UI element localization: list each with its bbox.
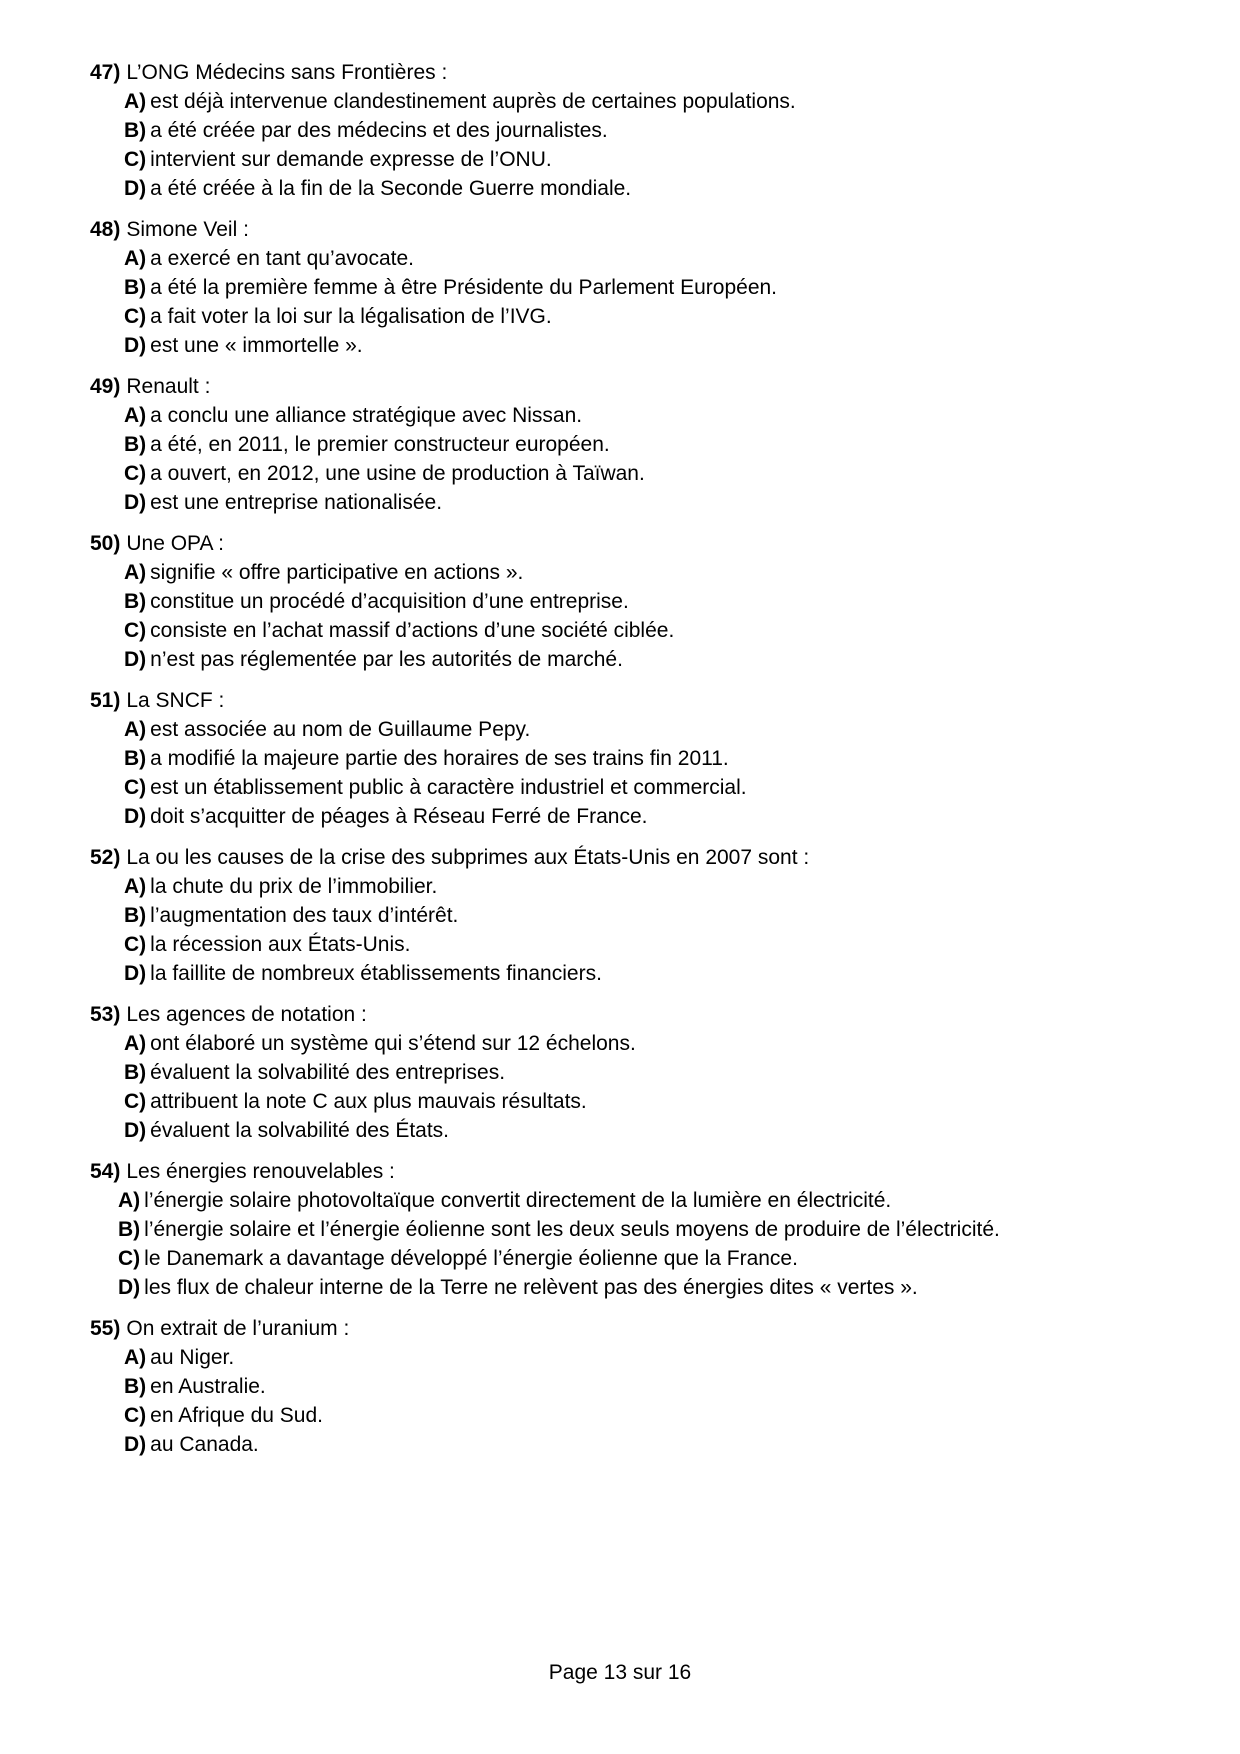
option-text: est une entreprise nationalisée. bbox=[150, 491, 443, 514]
option-text: attribuent la note C aux plus mauvais résultats. bbox=[150, 1090, 587, 1113]
option-text: au Niger. bbox=[150, 1346, 235, 1369]
answer-option bbox=[90, 331, 1190, 360]
question-number: 53) bbox=[90, 1003, 121, 1026]
option-text: est un établissement public à caractère industriel et commercial. bbox=[150, 776, 747, 799]
answer-option bbox=[90, 1029, 1190, 1058]
option-text: a ouvert, en 2012, une usine de production à Taïwan. bbox=[150, 462, 645, 485]
option-text: doit s’acquitter de péages à Réseau Ferré de France. bbox=[150, 805, 648, 828]
option-letter: D) bbox=[124, 805, 147, 828]
question-stem bbox=[90, 686, 1190, 715]
option-text: la chute du prix de l’immobilier. bbox=[150, 875, 438, 898]
answer-option bbox=[90, 1372, 1190, 1401]
option-text: au Canada. bbox=[150, 1433, 259, 1456]
answer-option bbox=[90, 773, 1190, 802]
question-47 bbox=[90, 58, 1190, 203]
question-text: On extrait de l’uranium : bbox=[126, 1317, 350, 1340]
option-text: n’est pas réglementée par les autorités de marché. bbox=[150, 648, 623, 671]
option-letter: B) bbox=[118, 1218, 141, 1241]
answer-option bbox=[90, 273, 1190, 302]
option-letter: B) bbox=[124, 433, 147, 456]
option-text: évaluent la solvabilité des entreprises. bbox=[150, 1061, 506, 1084]
option-text: a été créée par des médecins et des journalistes. bbox=[150, 119, 608, 142]
answer-option bbox=[90, 645, 1190, 674]
option-letter: D) bbox=[124, 1119, 147, 1142]
option-text: les flux de chaleur interne de la Terre ne relèvent pas des énergies dites « vertes ». bbox=[144, 1276, 918, 1299]
question-stem bbox=[90, 372, 1190, 401]
question-50 bbox=[90, 529, 1190, 674]
answer-option bbox=[90, 1087, 1190, 1116]
option-letter: C) bbox=[124, 1090, 147, 1113]
answer-option bbox=[90, 587, 1190, 616]
option-letter: A) bbox=[124, 718, 147, 741]
question-number: 51) bbox=[90, 689, 121, 712]
option-text: l’énergie solaire photovoltaïque convertit directement de la lumière en électricité. bbox=[144, 1189, 892, 1212]
question-text: Les agences de notation : bbox=[126, 1003, 367, 1026]
question-number: 49) bbox=[90, 375, 121, 398]
answer-option bbox=[90, 901, 1190, 930]
option-letter: C) bbox=[124, 1404, 147, 1427]
option-letter: C) bbox=[124, 776, 147, 799]
question-51 bbox=[90, 686, 1190, 831]
option-letter: D) bbox=[124, 491, 147, 514]
question-list bbox=[90, 58, 1190, 1471]
option-text: l’énergie solaire et l’énergie éolienne sont les deux seuls moyens de produire de l’électricité. bbox=[144, 1218, 1000, 1241]
answer-option bbox=[90, 302, 1190, 331]
option-letter: D) bbox=[124, 177, 147, 200]
option-letter: D) bbox=[124, 962, 147, 985]
option-text: intervient sur demande expresse de l’ONU. bbox=[150, 148, 552, 171]
answer-option bbox=[90, 116, 1190, 145]
option-text: a conclu une alliance stratégique avec Nissan. bbox=[150, 404, 583, 427]
option-text: évaluent la solvabilité des États. bbox=[150, 1119, 450, 1142]
option-letter: B) bbox=[124, 1061, 147, 1084]
option-letter: C) bbox=[124, 148, 147, 171]
option-letter: B) bbox=[124, 119, 147, 142]
option-letter: A) bbox=[124, 247, 147, 270]
answer-option bbox=[90, 930, 1190, 959]
option-text: en Australie. bbox=[150, 1375, 266, 1398]
option-text: l’augmentation des taux d’intérêt. bbox=[150, 904, 459, 927]
question-stem bbox=[90, 1314, 1190, 1343]
answer-option bbox=[90, 1401, 1190, 1430]
question-stem bbox=[90, 215, 1190, 244]
option-text: ont élaboré un système qui s’étend sur 12 échelons. bbox=[150, 1032, 636, 1055]
option-letter: B) bbox=[124, 276, 147, 299]
question-stem bbox=[90, 529, 1190, 558]
option-text: est déjà intervenue clandestinement auprès de certaines populations. bbox=[150, 90, 796, 113]
option-letter: C) bbox=[118, 1247, 141, 1270]
option-text: la récession aux États-Unis. bbox=[150, 933, 411, 956]
option-text: signifie « offre participative en actions ». bbox=[150, 561, 524, 584]
answer-option bbox=[90, 558, 1190, 587]
question-53 bbox=[90, 1000, 1190, 1145]
option-letter: C) bbox=[124, 619, 147, 642]
option-text: a été créée à la fin de la Seconde Guerre mondiale. bbox=[150, 177, 632, 200]
option-letter: C) bbox=[124, 933, 147, 956]
question-number: 48) bbox=[90, 218, 121, 241]
question-stem bbox=[90, 58, 1190, 87]
option-text: est une « immortelle ». bbox=[150, 334, 363, 357]
option-text: a été, en 2011, le premier constructeur européen. bbox=[150, 433, 610, 456]
option-letter: A) bbox=[124, 90, 147, 113]
answer-option bbox=[90, 488, 1190, 517]
option-text: constitue un procédé d’acquisition d’une entreprise. bbox=[150, 590, 629, 613]
option-letter: D) bbox=[124, 1433, 147, 1456]
question-stem bbox=[90, 843, 1190, 872]
option-text: est associée au nom de Guillaume Pepy. bbox=[150, 718, 531, 741]
answer-option bbox=[90, 174, 1190, 203]
question-number: 50) bbox=[90, 532, 121, 555]
question-55 bbox=[90, 1314, 1190, 1459]
option-text: a exercé en tant qu’avocate. bbox=[150, 247, 415, 270]
option-letter: A) bbox=[124, 1032, 147, 1055]
question-stem bbox=[90, 1000, 1190, 1029]
option-letter: C) bbox=[124, 305, 147, 328]
option-text: la faillite de nombreux établissements financiers. bbox=[150, 962, 602, 985]
question-text: La SNCF : bbox=[126, 689, 225, 712]
answer-option bbox=[90, 959, 1190, 988]
answer-option bbox=[90, 1215, 1190, 1244]
answer-option bbox=[90, 1273, 1190, 1302]
answer-option bbox=[90, 802, 1190, 831]
answer-option bbox=[90, 1116, 1190, 1145]
page-number: Page 13 sur 16 bbox=[548, 1661, 692, 1684]
answer-option bbox=[90, 744, 1190, 773]
question-text: La ou les causes de la crise des subprimes aux États-Unis en 2007 sont : bbox=[126, 846, 810, 869]
option-letter: A) bbox=[118, 1189, 141, 1212]
question-text: L’ONG Médecins sans Frontières : bbox=[126, 61, 448, 84]
question-text: Simone Veil : bbox=[126, 218, 249, 241]
option-text: en Afrique du Sud. bbox=[150, 1404, 323, 1427]
option-letter: A) bbox=[124, 875, 147, 898]
answer-option bbox=[90, 401, 1190, 430]
answer-option bbox=[90, 1430, 1190, 1459]
option-text: a modifié la majeure partie des horaires de ses trains fin 2011. bbox=[150, 747, 729, 770]
question-48 bbox=[90, 215, 1190, 360]
option-letter: C) bbox=[124, 462, 147, 485]
answer-option bbox=[90, 145, 1190, 174]
option-letter: A) bbox=[124, 561, 147, 584]
option-text: consiste en l’achat massif d’actions d’une société ciblée. bbox=[150, 619, 675, 642]
answer-option bbox=[90, 244, 1190, 273]
option-letter: B) bbox=[124, 1375, 147, 1398]
question-number: 52) bbox=[90, 846, 121, 869]
option-letter: B) bbox=[124, 904, 147, 927]
option-letter: D) bbox=[124, 334, 147, 357]
option-text: le Danemark a davantage développé l’énergie éolienne que la France. bbox=[144, 1247, 798, 1270]
option-letter: B) bbox=[124, 590, 147, 613]
answer-option bbox=[90, 430, 1190, 459]
option-text: a fait voter la loi sur la légalisation de l’IVG. bbox=[150, 305, 552, 328]
answer-option bbox=[90, 715, 1190, 744]
question-text: Renault : bbox=[126, 375, 211, 398]
question-text: Les énergies renouvelables : bbox=[126, 1160, 395, 1183]
question-number: 54) bbox=[90, 1160, 121, 1183]
answer-option bbox=[90, 1244, 1190, 1273]
answer-option bbox=[90, 1186, 1190, 1215]
question-52 bbox=[90, 843, 1190, 988]
answer-option bbox=[90, 1343, 1190, 1372]
question-text: Une OPA : bbox=[126, 532, 225, 555]
option-letter: D) bbox=[118, 1276, 141, 1299]
option-text: a été la première femme à être Présidente du Parlement Européen. bbox=[150, 276, 778, 299]
answer-option bbox=[90, 1058, 1190, 1087]
question-number: 47) bbox=[90, 61, 121, 84]
question-54 bbox=[90, 1157, 1190, 1302]
question-number: 55) bbox=[90, 1317, 121, 1340]
option-letter: B) bbox=[124, 747, 147, 770]
answer-option bbox=[90, 87, 1190, 116]
option-letter: A) bbox=[124, 404, 147, 427]
question-stem bbox=[90, 1157, 1190, 1186]
question-49 bbox=[90, 372, 1190, 517]
option-letter: D) bbox=[124, 648, 147, 671]
answer-option bbox=[90, 616, 1190, 645]
answer-option bbox=[90, 872, 1190, 901]
option-letter: A) bbox=[124, 1346, 147, 1369]
answer-option bbox=[90, 459, 1190, 488]
